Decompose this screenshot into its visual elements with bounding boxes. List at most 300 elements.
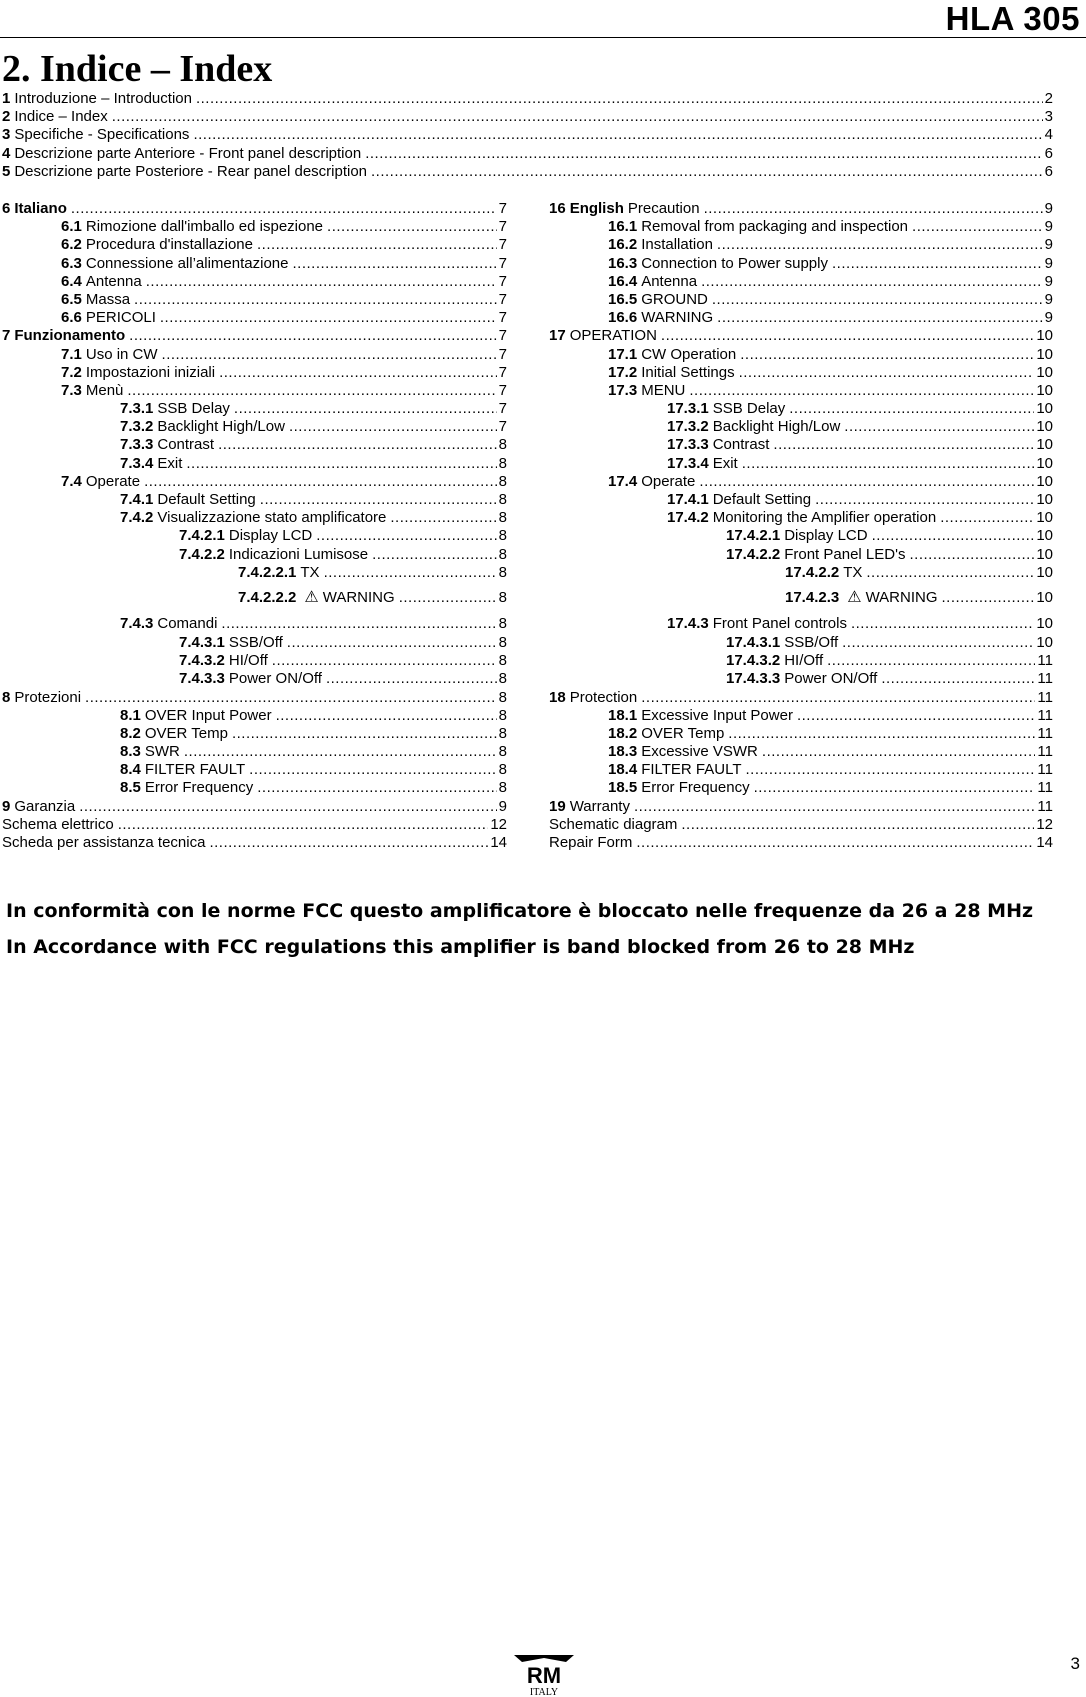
toc-entry — [549, 346, 1053, 364]
toc-entry-page: 8 — [498, 633, 507, 651]
toc-english — [549, 200, 1053, 852]
toc-entry-page: 8 — [498, 670, 507, 688]
toc-entry-page: 8 — [498, 545, 507, 563]
toc-leader-dots — [912, 218, 1043, 236]
toc-entry — [549, 218, 1053, 236]
toc-entry-text: Default Setting — [712, 491, 812, 508]
toc-entry-page: 10 — [1036, 381, 1053, 399]
toc-entry-text: Initial Settings — [641, 363, 735, 381]
toc-entry-text: WARNING — [865, 588, 938, 606]
toc-entry-number: 17.2 — [608, 363, 638, 381]
toc-entry — [2, 327, 507, 345]
toc-entry-text: HI/Off — [784, 652, 824, 670]
toc-entry-number: 6 — [2, 200, 11, 217]
toc-entry — [549, 816, 1053, 834]
toc-leader-dots — [196, 90, 1043, 108]
toc-entry-text: Default Setting — [157, 491, 256, 508]
toc-entry-page: 8 — [498, 527, 507, 545]
toc-entry-page: 10 — [1036, 527, 1053, 545]
toc-entry-number: 17.4 — [608, 472, 638, 490]
toc-leader-dots — [327, 218, 497, 236]
toc-entry — [2, 634, 507, 652]
toc-leader-dots — [827, 652, 1035, 670]
toc-entry — [549, 291, 1053, 309]
toc-entry-page: 7 — [498, 200, 507, 217]
toc-entry — [2, 382, 507, 400]
toc-entry-page: 7 — [498, 345, 507, 363]
toc-entry-number: 8.4 — [120, 761, 141, 779]
toc-entry-number: 7.4.3 — [120, 614, 154, 632]
toc-entry-number: 16.3 — [608, 254, 638, 272]
toc-entry-page: 8 — [498, 652, 507, 670]
toc-entry — [2, 725, 507, 743]
toc-entry-number: 18.2 — [608, 724, 638, 742]
toc-entry-text: Excessive VSWR — [641, 743, 758, 761]
toc-entry-page: 8 — [498, 761, 507, 779]
toc-entry-number: 16.2 — [608, 236, 638, 254]
toc-entry-number: 17.4.2 — [667, 509, 709, 527]
toc-entry-text: Indicazioni Lumisose — [228, 545, 369, 563]
toc-leader-dots — [746, 761, 1036, 779]
toc-entry-text: Funzionamento — [14, 327, 126, 345]
toc-entry-number: 18.5 — [608, 779, 638, 797]
toc-entry — [549, 582, 1053, 608]
toc-entry-number: 17.4.2.1 — [726, 527, 781, 545]
toc-leader-dots — [717, 236, 1043, 254]
toc-entry-text: English — [569, 200, 624, 217]
toc-entry-number: 17.4.1 — [667, 491, 709, 508]
toc-entry — [549, 689, 1053, 707]
toc-entry — [549, 455, 1053, 473]
toc-entry-text: Menù — [85, 381, 124, 399]
toc-entry-text: TX — [843, 563, 863, 581]
toc-leader-dots — [184, 743, 497, 761]
toc-entry-number: 16.5 — [608, 290, 638, 308]
toc-italian — [2, 200, 507, 852]
toc-leader-dots — [272, 652, 497, 670]
toc-entry-number: 1 — [2, 90, 11, 107]
toc-entry-number: 8 — [2, 688, 11, 706]
toc-entry — [2, 145, 1053, 163]
toc-leader-dots — [773, 436, 1034, 454]
toc-entry-text: Specifiche - Specifications — [14, 126, 190, 144]
warning-icon: ⚠ — [847, 588, 862, 606]
toc-entry-number: 7.4.2.2 — [179, 545, 225, 563]
toc-entry-number: 6.6 — [61, 309, 82, 327]
toc-entry-number: 2 — [2, 108, 11, 126]
page-number: 3 — [1070, 1654, 1080, 1673]
toc-entry-page: 11 — [1037, 652, 1053, 670]
toc-entry-text: Descrizione parte Anteriore - Front panel description — [14, 144, 362, 162]
toc-entry-number: 6.4 — [61, 272, 82, 290]
toc-entry-number: 16 — [549, 200, 566, 217]
toc-leader-dots — [641, 689, 1035, 707]
toc-entry-text: Antenna — [85, 272, 142, 290]
toc-entry-text: FILTER FAULT — [144, 761, 246, 779]
toc-entry — [549, 725, 1053, 743]
toc-entry-page: 10 — [1036, 588, 1053, 606]
toc-entry-text: Error Frequency — [641, 779, 750, 797]
toc-entry — [2, 291, 507, 309]
toc-entry-page: 10 — [1036, 491, 1053, 508]
toc-entry — [2, 798, 507, 816]
toc-entry-number: 16.1 — [608, 218, 638, 236]
toc-leader-dots — [704, 200, 1043, 218]
toc-leader-dots — [129, 327, 496, 345]
toc-entry-page: 10 — [1036, 418, 1053, 436]
toc-entry — [549, 273, 1053, 291]
toc-entry-number: 17.4.2.2 — [785, 563, 840, 581]
toc-leader-dots — [249, 761, 497, 779]
toc-entry-page: 11 — [1037, 670, 1053, 688]
toc-leader-dots — [221, 615, 496, 633]
toc-entry-number: 6.5 — [61, 290, 82, 308]
toc-entry-text: Connessione all’alimentazione — [85, 254, 289, 272]
toc-entry-number: 17.3.1 — [667, 400, 709, 418]
toc-entry-text: Descrizione parte Posteriore - Rear panel description — [14, 162, 368, 180]
toc-entry — [2, 834, 507, 852]
toc-entry-page: 9 — [1044, 309, 1053, 327]
toc-entry-page: 7 — [498, 290, 507, 308]
toc-entry — [2, 236, 507, 254]
toc-entry-subtext: Precaution — [627, 200, 700, 217]
toc-leader-dots — [276, 707, 497, 725]
toc-entry — [2, 546, 507, 564]
toc-entry-number: 18.1 — [608, 706, 638, 724]
toc-entry-number: 7.4.3.1 — [179, 633, 225, 651]
toc-entry-text: Protezioni — [14, 688, 82, 706]
logo-chevron — [514, 1655, 574, 1662]
toc-entry-number: 6.1 — [61, 218, 82, 236]
toc-entry-text: FILTER FAULT — [641, 761, 742, 779]
toc-entry — [2, 608, 507, 634]
toc-entry — [549, 255, 1053, 273]
toc-leader-dots — [789, 400, 1034, 418]
toc-entry — [2, 163, 1053, 181]
toc-entry — [2, 400, 507, 418]
toc-entry — [2, 652, 507, 670]
toc-entry-text: Garanzia — [14, 797, 76, 815]
toc-leader-dots — [316, 527, 496, 545]
toc-entry — [549, 779, 1053, 797]
toc-entry — [549, 364, 1053, 382]
toc-entry-page: 8 — [498, 779, 507, 797]
toc-entry — [549, 527, 1053, 545]
toc-entry-page: 11 — [1037, 797, 1053, 815]
toc-entry-text: SSB Delay — [157, 400, 230, 418]
toc-leader-dots — [326, 670, 497, 688]
toc-entry-page: 8 — [498, 563, 507, 581]
toc-leader-dots — [742, 455, 1035, 473]
toc-entry-text: Comandi — [157, 614, 218, 632]
toc-leader-dots — [365, 145, 1042, 163]
toc-entry — [549, 670, 1053, 688]
toc-entry-page: 8 — [498, 724, 507, 742]
toc-entry-text: Excessive Input Power — [641, 706, 793, 724]
toc-entry-text: Massa — [85, 290, 131, 308]
toc-entry-number: 17.3 — [608, 381, 638, 399]
toc-leader-dots — [909, 546, 1034, 564]
toc-leader-dots — [689, 382, 1034, 400]
toc-entry-text: Exit — [157, 454, 183, 472]
toc-entry-text: Contrast — [712, 436, 770, 454]
toc-entry — [2, 582, 507, 608]
toc-entry — [2, 564, 507, 582]
toc-entry-page: 6 — [1044, 144, 1053, 162]
toc-entry — [2, 436, 507, 454]
toc-entry-number: 8.3 — [120, 743, 141, 761]
toc-entry — [549, 761, 1053, 779]
toc-entry-number: 7.4.3.2 — [179, 652, 225, 670]
toc-top — [2, 90, 1053, 181]
header-title: HLA 305 — [945, 0, 1080, 37]
toc-entry-number: 19 — [549, 797, 566, 815]
toc-entry — [2, 108, 1053, 126]
toc-entry-text: OVER Input Power — [144, 706, 272, 724]
toc-entry-text: Protection — [569, 688, 638, 706]
toc-entry-page: 7 — [498, 363, 507, 381]
toc-entry-number: 8.5 — [120, 779, 141, 797]
toc-entry-text: Exit — [712, 454, 738, 472]
toc-entry — [2, 816, 507, 834]
toc-entry-text: SSB/Off — [784, 633, 839, 651]
toc-entry — [2, 473, 507, 491]
toc-entry-page: 9 — [1044, 272, 1053, 290]
toc-leader-dots — [218, 436, 497, 454]
toc-entry — [2, 779, 507, 797]
toc-entry-page: 10 — [1036, 327, 1053, 345]
toc-entry-page: 6 — [1044, 162, 1053, 180]
rm-italy-logo — [512, 1653, 576, 1697]
toc-entry-text: Front Panel controls — [712, 614, 847, 632]
toc-entry — [549, 798, 1053, 816]
toc-entry-number: 8.1 — [120, 706, 141, 724]
toc-leader-dots — [162, 346, 497, 364]
toc-leader-dots — [134, 291, 497, 309]
toc-entry-page: 11 — [1037, 761, 1053, 779]
toc-leader-dots — [699, 473, 1034, 491]
toc-entry-number: 18 — [549, 688, 566, 706]
toc-entry-page: 7 — [498, 400, 507, 418]
toc-leader-dots — [287, 634, 497, 652]
toc-leader-dots — [186, 455, 496, 473]
toc-entry-text: CW Operation — [641, 345, 737, 363]
toc-entry-page: 11 — [1037, 706, 1053, 724]
toc-entry-page: 14 — [490, 834, 507, 851]
toc-entry-text: Rimozione dall'imballo ed ispezione — [85, 218, 324, 236]
toc-entry-page: 10 — [1036, 472, 1053, 490]
toc-entry-page: 10 — [1036, 454, 1053, 472]
toc-leader-dots — [289, 418, 497, 436]
toc-leader-dots — [940, 509, 1034, 527]
toc-entry — [549, 652, 1053, 670]
toc-entry-page: 9 — [1044, 218, 1053, 236]
toc-leader-dots — [193, 126, 1042, 144]
toc-entry-page: 12 — [1036, 815, 1053, 833]
toc-entry-number: 17.4.3.3 — [726, 670, 781, 688]
toc-entry-text: Monitoring the Amplifier operation — [712, 509, 937, 527]
toc-entry-number: 7 — [2, 327, 11, 345]
toc-entry-number: 17.3.2 — [667, 418, 709, 436]
toc-leader-dots — [739, 364, 1035, 382]
toc-entry — [2, 273, 507, 291]
toc-entry-page: 8 — [498, 491, 507, 508]
toc-entry — [2, 527, 507, 545]
toc-entry-number: 8.2 — [120, 724, 141, 742]
toc-entry — [2, 743, 507, 761]
toc-entry-text: Uso in CW — [85, 345, 158, 363]
toc-entry — [549, 634, 1053, 652]
toc-entry-text: Visualizzazione stato amplificatore — [157, 509, 387, 527]
toc-entry-text: WARNING — [641, 309, 714, 327]
toc-entry — [2, 707, 507, 725]
toc-entry-text: Front Panel LED's — [784, 545, 906, 563]
toc-entry-number: 5 — [2, 162, 11, 180]
toc-leader-dots — [815, 491, 1034, 509]
toc-entry-page: 7 — [498, 418, 507, 436]
toc-entry-text: Warranty — [569, 797, 630, 815]
toc-entry-text: SWR — [144, 743, 180, 761]
toc-entry-text: Error Frequency — [144, 779, 254, 797]
toc-leader-dots — [79, 798, 496, 816]
toc-entry-page: 9 — [1044, 200, 1053, 217]
toc-entry-text: Italiano — [14, 200, 67, 217]
toc-entry-page: 7 — [498, 272, 507, 290]
toc-entry-page: 3 — [1044, 108, 1053, 126]
toc-leader-dots — [219, 364, 497, 382]
toc-entry-text: Display LCD — [784, 527, 868, 545]
toc-entry-number: 7.3.3 — [120, 436, 154, 454]
toc-entry-text: Removal from packaging and inspection — [641, 218, 909, 236]
toc-entry-number: 7.4.2 — [120, 509, 154, 527]
toc-entry-page: 9 — [498, 797, 507, 815]
toc-entry-page: 8 — [498, 614, 507, 632]
toc-entry-number: 17.4.3.1 — [726, 633, 781, 651]
toc-entry-text: TX — [300, 563, 320, 581]
toc-entry-number: 7.4.2.2.2 — [238, 588, 297, 606]
header-rule — [0, 37, 1086, 38]
toc-entry-page: 8 — [498, 688, 507, 706]
toc-entry — [2, 418, 507, 436]
toc-entry-number: 18.3 — [608, 743, 638, 761]
toc-leader-dots — [797, 707, 1035, 725]
page-title: 2. Indice – Index — [2, 48, 273, 90]
toc-entry-page: 8 — [498, 509, 507, 527]
toc-entry-number: 3 — [2, 126, 11, 144]
toc-entry-page: 10 — [1036, 363, 1053, 381]
toc-leader-dots — [636, 834, 1034, 852]
toc-entry-text: Power ON/Off — [784, 670, 878, 688]
toc-leader-dots — [372, 546, 497, 564]
toc-entry-text: Installation — [641, 236, 713, 254]
toc-entry-page: 9 — [1044, 254, 1053, 272]
toc-entry — [549, 436, 1053, 454]
toc-entry-page: 10 — [1036, 614, 1053, 632]
toc-entry-number: 7.4.3.3 — [179, 670, 225, 688]
toc-entry-number: 6.2 — [61, 236, 82, 254]
toc-leader-dots — [260, 491, 497, 509]
toc-entry-number: 17.3.3 — [667, 436, 709, 454]
toc-leader-dots — [390, 509, 496, 527]
toc-entry-number: 7.4.2.1 — [179, 527, 225, 545]
toc-leader-dots — [754, 779, 1036, 797]
toc-entry-text: Schema elettrico — [2, 815, 114, 833]
toc-entry-number: 9 — [2, 797, 11, 815]
toc-entry-page: 7 — [498, 381, 507, 399]
toc-entry-page: 10 — [1036, 345, 1053, 363]
toc-entry-page: 2 — [1044, 90, 1053, 107]
toc-leader-dots — [634, 798, 1035, 816]
toc-entry-page: 14 — [1036, 834, 1053, 851]
toc-leader-dots — [942, 589, 1035, 607]
toc-leader-dots — [399, 589, 497, 607]
toc-entry-text: Operate — [641, 472, 696, 490]
toc-leader-dots — [85, 689, 497, 707]
toc-entry-text: Indice – Index — [14, 108, 108, 126]
toc-leader-dots — [160, 309, 497, 327]
toc-entry-page: 9 — [1044, 236, 1053, 254]
toc-entry-text: HI/Off — [228, 652, 268, 670]
toc-leader-dots — [144, 473, 497, 491]
toc-entry-text: Repair Form — [549, 834, 633, 851]
toc-entry — [2, 761, 507, 779]
toc-entry — [2, 200, 507, 218]
toc-entry-number: 18.4 — [608, 761, 638, 779]
toc-entry-text: Power ON/Off — [228, 670, 322, 688]
toc-entry-text: Procedura d'installazione — [85, 236, 253, 254]
notice-english: In Accordance with FCC regulations this amplifier is band blocked from 26 to 28 MHz — [6, 936, 915, 958]
toc-entry-page: 10 — [1036, 545, 1053, 563]
toc-entry — [549, 309, 1053, 327]
toc-entry — [2, 346, 507, 364]
toc-entry-text: SSB/Off — [228, 633, 283, 651]
toc-entry — [2, 126, 1053, 144]
logo-subtext: ITALY — [529, 1687, 559, 1697]
toc-leader-dots — [232, 725, 497, 743]
toc-entry-page: 11 — [1037, 688, 1053, 706]
toc-entry-number: 4 — [2, 144, 11, 162]
toc-leader-dots — [866, 564, 1034, 582]
toc-entry-number: 16.4 — [608, 272, 638, 290]
toc-leader-dots — [881, 670, 1035, 688]
toc-entry-number: 7.2 — [61, 363, 82, 381]
toc-entry-page: 11 — [1037, 724, 1053, 742]
toc-entry-page: 12 — [490, 815, 507, 833]
toc-leader-dots — [234, 400, 497, 418]
toc-entry-text: PERICOLI — [85, 309, 156, 327]
toc-entry-number: 17.4.3.2 — [726, 652, 781, 670]
toc-entry-number: 7.4 — [61, 472, 82, 490]
toc-entry-text: Scheda per assistanza tecnica — [2, 834, 206, 851]
toc-entry — [2, 364, 507, 382]
toc-entry-text: MENU — [641, 381, 686, 399]
toc-leader-dots — [292, 255, 496, 273]
toc-leader-dots — [661, 327, 1034, 345]
toc-leader-dots — [681, 816, 1034, 834]
toc-leader-dots — [71, 200, 497, 218]
toc-entry-page: 8 — [498, 588, 507, 606]
toc-entry — [549, 509, 1053, 527]
toc-entry-page: 8 — [498, 743, 507, 761]
toc-entry — [549, 327, 1053, 345]
toc-entry-text: Antenna — [641, 272, 698, 290]
toc-entry-text: Impostazioni iniziali — [85, 363, 216, 381]
toc-leader-dots — [209, 834, 488, 852]
logo-text: RM — [526, 1663, 562, 1688]
toc-entry-text: Operate — [85, 472, 141, 490]
toc-entry-page: 4 — [1044, 126, 1053, 144]
toc-leader-dots — [371, 163, 1043, 181]
